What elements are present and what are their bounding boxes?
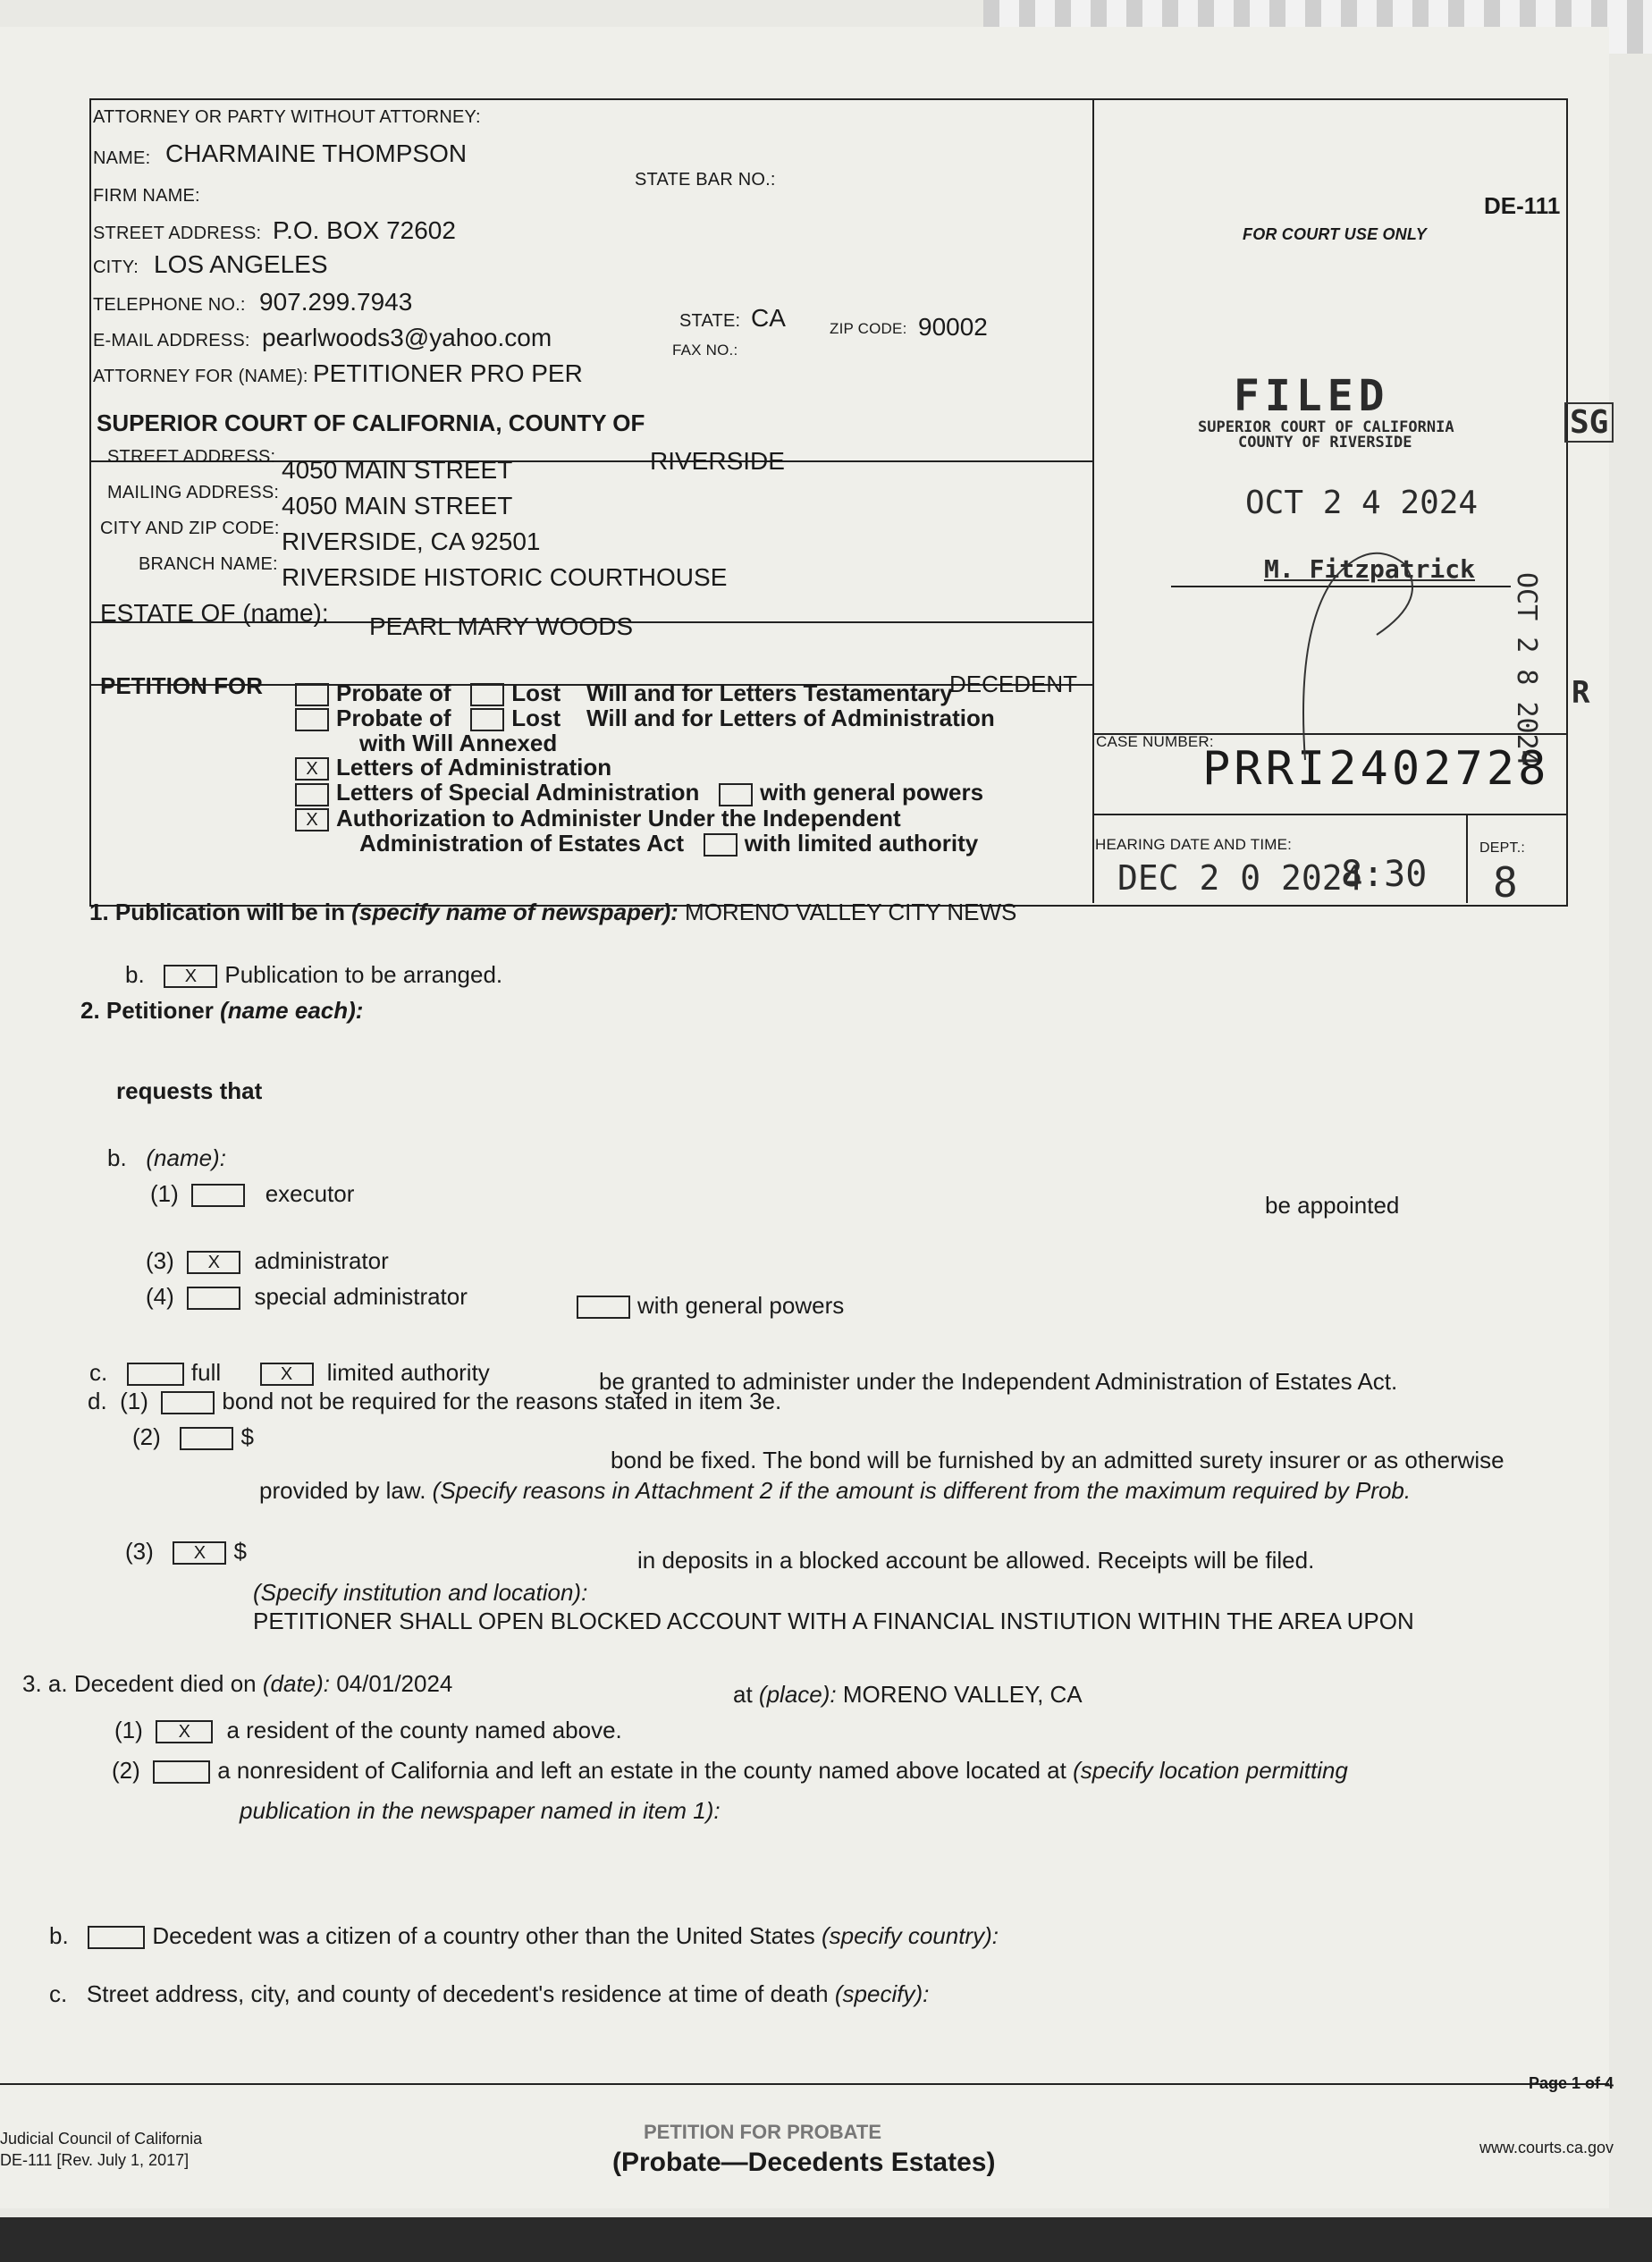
- attorney-name[interactable]: CHARMAINE THOMPSON: [165, 139, 468, 167]
- side-date: OCT 2 8 2024: [1511, 572, 1542, 766]
- probate-annexed-checkbox[interactable]: [295, 708, 329, 731]
- limited-authority-checkbox[interactable]: [704, 833, 738, 857]
- special-admin-row: (4) special administrator: [146, 1283, 468, 1310]
- item-2: 2. Petitioner (name each):: [80, 997, 364, 1024]
- estate-name[interactable]: PEARL MARY WOODS: [369, 612, 634, 640]
- attorney-state[interactable]: CA: [751, 304, 786, 332]
- executor-checkbox[interactable]: [191, 1184, 245, 1207]
- hearing-date[interactable]: DEC 2 0 2024: [1117, 858, 1363, 898]
- case-number[interactable]: PRRI2402728: [1202, 742, 1550, 796]
- general-powers-checkbox[interactable]: [719, 783, 753, 806]
- limited-auth-checkbox[interactable]: X: [260, 1363, 314, 1386]
- filed-date: OCT 2 4 2024: [1245, 485, 1479, 521]
- item-3a: 3. a. Decedent died on (date): 04/01/2024: [22, 1670, 453, 1697]
- court-branch[interactable]: RIVERSIDE HISTORIC COURTHOUSE: [282, 563, 728, 591]
- attorney-city[interactable]: LOS ANGELES: [154, 250, 328, 278]
- courts-url[interactable]: www.courts.ca.gov: [1479, 2139, 1614, 2156]
- petition-options: Probate of Lost Will and for Letters Testamentary Probate of Lost Will and for Letters of Administration with Will Annexed X Letters of Administration Letters of Special Administration with general powers X Authorization to Administer Under the Independent Administration of Estates Act with limited authority: [295, 681, 995, 857]
- blocked-account-row: (3) X $: [125, 1538, 247, 1565]
- be-appointed: be appointed: [1265, 1192, 1400, 1219]
- bond-row-2: (2) $: [132, 1423, 254, 1450]
- attorney-zip[interactable]: 90002: [918, 313, 988, 341]
- nonresident-checkbox[interactable]: [153, 1760, 210, 1784]
- form-subtitle: (Probate—Decedents Estates): [612, 2148, 996, 2177]
- court-use-divider: [1092, 98, 1094, 903]
- signature-scribble: [1296, 528, 1430, 769]
- nonresident-row: (2) a nonresident of California and left an estate in the county named above located at (specify location permitting: [112, 1757, 1348, 1784]
- form-revision: DE-111 [Rev. July 1, 2017]: [0, 2151, 190, 2169]
- page-number: Page 1 of 4: [1529, 2074, 1614, 2092]
- filed-stamp: FILED: [1234, 371, 1390, 421]
- court-cityzip[interactable]: RIVERSIDE, CA 92501: [282, 528, 541, 555]
- full-authority-checkbox[interactable]: [127, 1363, 184, 1386]
- item-1: 1. Publication will be in (specify name of newspaper): MORENO VALLEY CITY NEWS: [89, 899, 1017, 925]
- administrator-checkbox[interactable]: X: [187, 1251, 240, 1274]
- letters-admin-checkbox[interactable]: X: [295, 757, 329, 781]
- form-page: DE-111 FOR COURT USE ONLY ATTORNEY OR PARTY WITHOUT ATTORNEY: STATE BAR NO.: NAME: CHARMAINE THOMPSON FIRM NAME: STREET ADDRESS: P.O. BOX 72602 CITY: LOS ANGELES STATE: CA ZIP CODE: 90002 TELEPHONE NO.: 907.299.7943 FAX NO.: E-MAIL ADDRESS: pearlwoods3@yahoo.com ATTORNEY FOR (NAME): PETITIONER PRO PER SUPERIOR COURT OF CALIFORNIA, COUNTY OF RIVERSIDE STREET ADDRESS: 4050 MAIN STREET MAILING ADDRESS: 4050 MAIN STREET CITY AND ZIP CODE: RIVERSIDE, CA 92501 BRANCH NAME: RIVERSIDE HISTORIC COURTHOUSE ESTATE OF (name): PEARL MARY WOODS DECEDENT PETITION FOR Probate of Lost Will and for Letters Testamentary Probate of Lost Will and for Letters of Administration with Will Annexed X Letters of Administration Letters of Special Administration with general powers X Authorization to Administer Under the Independent Administration of Estates Act with limited authority CASE NUMBER: PRRI2402728 HEARING DATE AND TIME: DEC 2 0 2024 8:30 DEPT.: 8 FILED SUPERIOR COURT OF CALIFORNIA COUNTY OF RIVERSIDE OCT 2 4 2024 M. Fitzpatrick SG OCT 2 8 2024 R 1. Publication will be in (specify name of newspaper): MORENO VALLEY CITY NEWS b. X Publication to be arranged. 2. Petitioner (name each): requests that b. (name): (1) executor be appointed (3) X administrator (4) special administrator with general powers c. full X limited authority be granted to administer under the Independent Administration of Estates Act. d. (1) bond not be required for the reasons stated in item 3e. (2) $ bond be fixed. The bond will be furnished by an admitted surety insurer or as otherwise provided by law. (Specify reasons in Attachment 2 if the amount is different from the maximum required by Prob. (3) X $ in deposits in a blocked account be allowed. Receipts will be filed. (Specify institution and location): PETITIONER SHALL OPEN BLOCKED ACCOUNT WITH A FINANCIAL INSTIUTION WITHIN THE AREA UPON 3. a. Decedent died on (date): 04/01/2024 at (place): MORENO VALLEY, CA (1) X a resident of the county named above. (2) a nonresident of California and left an estate in the county named above located at (specify location permitting publication in the newspaper named in item 1): b. Decedent was a citizen of a country other than the United States (specify country): c. Street address, city, and county of decedent's residence at time of death (specify): Page 1 of 4 Judicial Council of California DE-111 [Rev. July 1, 2017] PETITION FOR PROBATE (Probate—Decedents Estates) www.courts.ca.gov: [0, 27, 1609, 2208]
- decedent-label: DECEDENT: [949, 671, 1078, 697]
- blocked-account-checkbox[interactable]: X: [173, 1541, 226, 1565]
- item-3c: c. Street address, city, and county of decedent's residence at time of death (specify):: [49, 1980, 930, 2007]
- publication-arranged-checkbox[interactable]: X: [164, 965, 217, 988]
- table-background: [0, 2217, 1652, 2262]
- probate-checkbox[interactable]: [295, 683, 329, 706]
- item-1b: b. X Publication to be arranged.: [125, 961, 503, 988]
- attorney-for[interactable]: PETITIONER PRO PER: [313, 359, 583, 387]
- court-street[interactable]: 4050 MAIN STREET: [282, 456, 513, 484]
- hearing-time[interactable]: 8:30: [1341, 854, 1428, 895]
- lost-will-2-checkbox[interactable]: [470, 708, 504, 731]
- authority-row: c. full X limited authority: [89, 1359, 490, 1386]
- bond-fixed-checkbox[interactable]: [180, 1427, 233, 1450]
- special-general-powers-checkbox[interactable]: [577, 1296, 630, 1319]
- form-title: PETITION FOR PROBATE: [644, 2121, 882, 2143]
- requests-that: requests that: [116, 1077, 263, 1104]
- court-use-label: FOR COURT USE ONLY: [1243, 225, 1427, 243]
- lost-will-checkbox[interactable]: [470, 683, 504, 706]
- attorney-header: ATTORNEY OR PARTY WITHOUT ATTORNEY:: [93, 107, 481, 127]
- letters-special-checkbox[interactable]: [295, 783, 329, 806]
- resident-checkbox[interactable]: X: [156, 1720, 213, 1743]
- executor-row: (1) executor: [150, 1180, 355, 1207]
- bond-row-1: d. (1) bond not be required for the reasons stated in item 3e.: [88, 1388, 782, 1414]
- administrator-row: (3) X administrator: [146, 1247, 389, 1274]
- court-mailing[interactable]: 4050 MAIN STREET: [282, 492, 513, 519]
- attorney-street[interactable]: P.O. BOX 72602: [273, 216, 456, 244]
- side-initials: SG: [1564, 402, 1614, 443]
- clerk-signature: M. Fitzpatrick: [1264, 554, 1476, 584]
- attorney-email[interactable]: pearlwoods3@yahoo.com: [262, 324, 552, 351]
- special-admin-checkbox[interactable]: [187, 1287, 240, 1310]
- dept-number[interactable]: 8: [1493, 858, 1518, 907]
- form-id: DE-111: [1484, 192, 1561, 219]
- bond-not-required-checkbox[interactable]: [161, 1391, 215, 1414]
- side-letter: R: [1572, 675, 1590, 711]
- iaea-checkbox[interactable]: X: [295, 808, 329, 831]
- resident-row: (1) X a resident of the county named above.: [114, 1717, 622, 1743]
- state-bar-label: STATE BAR NO.:: [635, 170, 776, 190]
- foreign-citizen-checkbox[interactable]: [88, 1926, 145, 1949]
- blocked-account-value[interactable]: PETITIONER SHALL OPEN BLOCKED ACCOUNT WITH A FINANCIAL INSTIUTION WITHIN THE AREA UPON: [253, 1608, 1414, 1634]
- court-county[interactable]: RIVERSIDE: [650, 447, 785, 475]
- item-3b: b. Decedent was a citizen of a country other than the United States (specify country):: [49, 1922, 999, 1949]
- attorney-phone[interactable]: 907.299.7943: [259, 288, 413, 316]
